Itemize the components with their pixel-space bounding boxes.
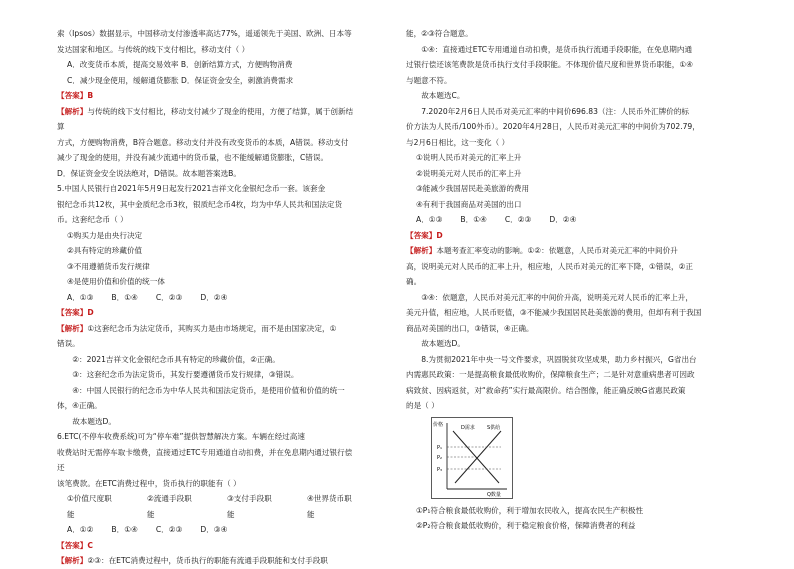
q6-option-a: A．①②: [67, 525, 94, 534]
q7-option-d: D．②④: [549, 215, 577, 224]
text-line: 体，④正确。: [57, 401, 102, 410]
text-line: ③能减少我国居民赴美旅游的费用: [416, 184, 530, 193]
answer-line: 【答案】C: [57, 540, 93, 550]
text-line: 错误。: [57, 339, 80, 348]
text-line: D．保证资金安全说法绝对，D错误。故本题答案选B。: [57, 168, 241, 178]
q5-option-c: C．②③: [155, 292, 183, 302]
text-line: 7.2020年2月6日人民币对美元汇率的中间价696.83（注：人民币外汇牌价的标: [421, 106, 690, 116]
text-line: ②：2021吉祥文化金银纪念币具有特定的珍藏价值，②正确。: [72, 354, 280, 364]
right-column: [406, 26, 718, 534]
text-line: 美元升值，相应地，人民币贬值，③不能减少我国居民赴美旅游的费用，但却有利于我国: [406, 308, 702, 317]
q6-option-c: C．②③: [155, 525, 183, 534]
text-line: 银纪念币共12枚，其中金质纪念币3枚，银质纪念币4枚，均为中华人民共和国法定货: [57, 199, 343, 209]
q7-option-b: B．①④: [460, 215, 487, 224]
y-axis-label: 价格: [433, 421, 444, 428]
text-line: ③不用遵循货币发行规律: [67, 261, 150, 271]
text-line: ②具有特定的珍藏价值: [67, 246, 143, 255]
q6-options: [57, 522, 357, 538]
text-line: A．改变货币本质，提高交易效率 B．创新结算方式，方便购物消费: [67, 60, 293, 69]
q6-function-1: ①价值尺度职能: [67, 494, 112, 519]
right-block-1: [406, 26, 718, 212]
left-block-2: [57, 305, 357, 491]
right-block-2: [406, 228, 718, 414]
left-block-1: [57, 26, 357, 290]
text-line: 故本题选C。: [421, 91, 465, 100]
text-line: 故本题选D。: [72, 416, 117, 426]
supply-label: S供给: [487, 424, 501, 431]
text-line: ④：中国人民银行的纪念币为中华人民共和国法定货币，是使用价值和价值的统一: [72, 385, 345, 395]
text-line: C．减少现金使用，缓解通货膨胀 D．保证资金安全，刺激消费需求: [67, 75, 294, 85]
text-line: 收费站时无需停车取卡缴费，直接通过ETC专用通道自动扣费，并在免息期内通过银行偿还: [57, 447, 353, 472]
text-line: 价方法为人民币/100外币）。2020年4月28日，人民币对美元汇率的中间价为702.79，: [406, 122, 700, 131]
text-line: ①说明人民币对美元的汇率上升: [416, 153, 522, 162]
text-line: 【解析】本题考查汇率变动的影响。①②：依题意，人民币对美元汇率的中间价升: [406, 246, 678, 255]
text-line: 币。这套纪念币（ ）: [57, 215, 128, 224]
text-line: 商品对美国的出口，③错误，④正确。: [406, 323, 534, 333]
q6-option-d: D．③④: [200, 525, 228, 534]
q6-function-2: ②流通手段职能: [147, 494, 192, 519]
left-block-3: [57, 538, 357, 569]
q5-option-b: B．①④: [111, 292, 138, 302]
p2-label: P₂: [437, 454, 443, 461]
q5-options: [57, 290, 357, 306]
q7-option-a: A．①③: [416, 215, 443, 224]
analysis-tag: 【解析】: [406, 246, 437, 255]
text-line: ③：这套纪念币为法定货币，其发行要遵循货币发行规律，③错误。: [72, 370, 299, 379]
q7-option-c: C．②③: [504, 215, 532, 224]
text-line: ④有利于我国商品对美国的出口: [416, 199, 522, 209]
text-line: 索（Ipsos）数据显示，中国移动支付渗透率高达77%，遥遥领先于美国、欧洲、日本等: [57, 29, 352, 38]
text-line: 与题意不符。: [406, 75, 452, 85]
p1-label: P₁: [437, 444, 443, 451]
p3-label: P₃: [437, 466, 443, 473]
text-line: 【解析】与传统的线下支付相比，移动支付减少了现金的使用，方便了结算，属于创新结算: [57, 106, 354, 131]
analysis-tag: 【解析】: [57, 323, 88, 333]
text-line: 的是（ ）: [406, 401, 439, 410]
text-line: 方式，方便购物消费，B符合题意。移动支付并没有改变货币的本质，A错误。移动支付: [57, 137, 349, 147]
text-line: 【解析】①这套纪念币为法定货币，其购买力是由市场规定，而不是由国家决定，①: [57, 323, 337, 333]
answer-line: 【答案】D: [406, 230, 443, 240]
answer-line: 【答案】B: [57, 91, 94, 100]
text-line: ③④：依题意，人民币对美元汇率的中间价升高，说明美元对人民币的汇率上升，: [421, 292, 693, 302]
text-line: 高，说明美元对人民币的汇率上升，相应地，人民币对美元的汇率下降，①错误，②正: [406, 261, 693, 271]
text-line: 故本题选D。: [421, 339, 466, 348]
q6-functions: [57, 491, 357, 522]
q6-function-4: ④世界货币职能: [307, 494, 352, 519]
q5-option-d: D．②④: [200, 292, 228, 302]
q6-function-3: ③支付手段职能: [227, 494, 272, 519]
text-line: ①P₁符合粮食最低收购价，利于增加农民收入，提高农民生产积极性: [416, 505, 644, 515]
q7-options: [406, 212, 718, 228]
demand-label: D需求: [461, 424, 475, 431]
text-line: 该笔费款。在ETC消费过程中，货币执行的职能有（ ）: [57, 478, 241, 488]
text-line: ①购买力是由央行决定: [67, 230, 143, 240]
supply-demand-diagram: [431, 417, 513, 499]
text-line: ①④：直接通过ETC专用通道自动扣费，是货币执行流通手段职能，在免息期内通: [421, 44, 693, 54]
text-line: 6.ETC(不停车收费系统)可为“停车难”提供智慧解决方案。车辆在经过高速: [57, 432, 305, 441]
answer-line: 【答案】D: [57, 308, 94, 317]
text-line: 过银行偿还该笔费款是货币执行支付手段职能。不体现价值尺度和世界货币职能，①④: [406, 60, 693, 69]
analysis-tag: 【解析】: [57, 556, 88, 565]
analysis-tag: 【解析】: [57, 106, 88, 116]
right-block-3: [406, 503, 718, 534]
text-line: 确。: [406, 277, 422, 286]
text-line: 减少了现金的使用，并没有减少流通中的货币量，也不能缓解通货膨胀，C错误。: [57, 153, 329, 162]
x-axis-label: Q数量: [487, 491, 501, 498]
text-line: 5.中国人民银行自2021年5月9日起发行2021吉祥文化金银纪念币一套。该套金: [57, 184, 326, 193]
q5-option-a: A．①③: [67, 292, 94, 302]
text-line: ④是使用价值和价值的统一体: [67, 277, 165, 286]
text-line: 8.为贯彻2021年中央一号文件要求，巩固脱贫攻坚成果，助力乡村振兴，G省出台: [421, 354, 697, 364]
text-line: ②说明美元对人民币的汇率上升: [416, 168, 522, 178]
left-column: [57, 26, 357, 569]
text-line: ②P₂符合粮食最低收购价，利于稳定粮食价格，保障消费者的利益: [416, 521, 636, 530]
text-line: 病致贫、因病返贫，对“救命药”实行最高限价。结合图像，能正确反映G省惠民政策: [406, 385, 686, 395]
text-line: 与2月6日相比，这一变化（ ）: [406, 137, 510, 147]
q6-option-b: B．①④: [111, 525, 138, 534]
text-line: 【解析】②③：在ETC消费过程中，货币执行的职能有流通手段职能和支付手段职: [57, 556, 328, 565]
text-line: 能，②③符合题意。: [406, 29, 473, 38]
text-line: 发达国家和地区。与传统的线下支付相比，移动支付（ ）: [57, 44, 250, 54]
text-line: 内需惠民政策：一是提高粮食最低收购价，保障粮食生产；二是针对意重病患者可因政: [406, 370, 695, 379]
